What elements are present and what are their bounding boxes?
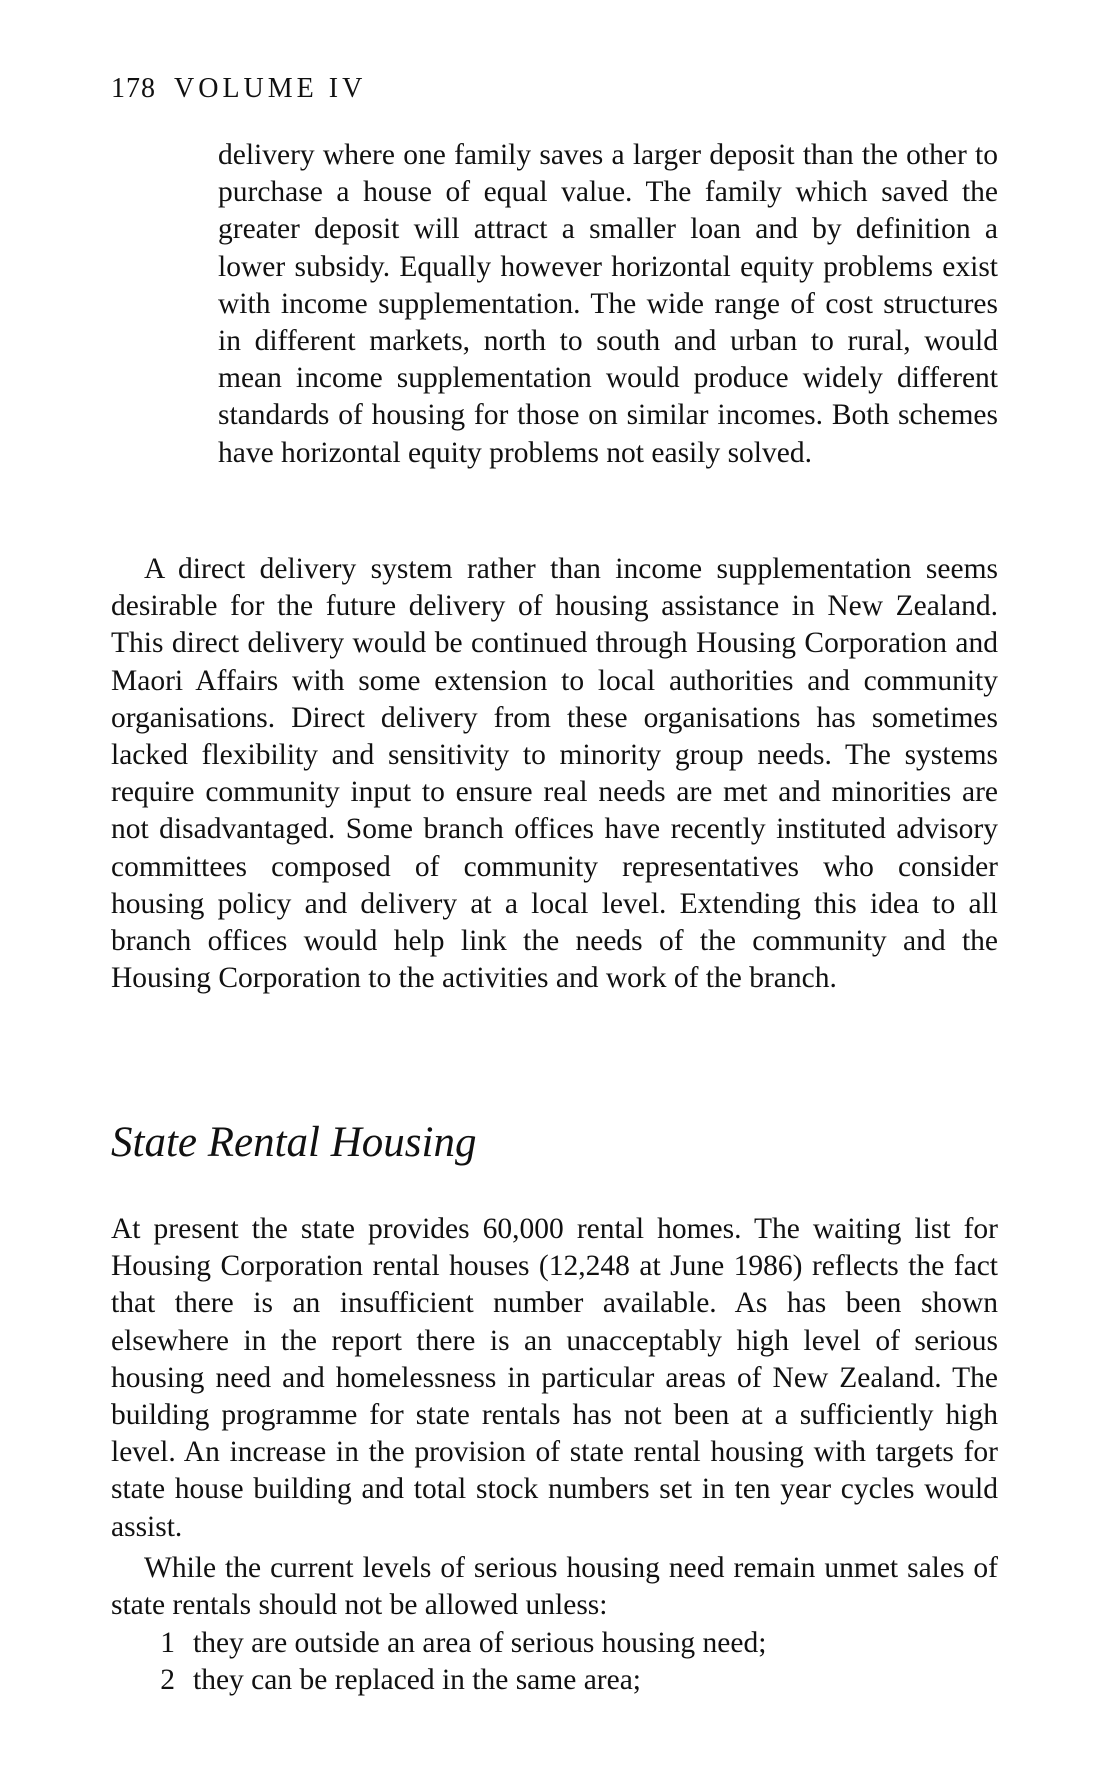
- sales-text: While the current levels of serious housing need remain unmet sales of state rentals should not be allowed unless:: [111, 1552, 998, 1622]
- list-item-text: they are outside an area of serious housing need;: [193, 1627, 767, 1659]
- volume-label: VOLUME IV: [174, 73, 367, 104]
- page-number: 178: [111, 73, 156, 104]
- running-head: [111, 72, 366, 106]
- list-item: [111, 1662, 998, 1699]
- indented-continued-paragraph: [218, 137, 998, 472]
- sales-paragraph: [111, 1550, 998, 1624]
- section-heading: State Rental Housing: [111, 1119, 477, 1166]
- list-item-number: 1: [160, 1627, 175, 1659]
- state-rental-paragraph: [111, 1211, 998, 1546]
- state-rental-text: At present the state provides 60,000 rental homes. The waiting list for Housing Corporation rental houses (12,248 at June 1986) reflects the fact that there is an insufficient number available. As has been shown elsewhere in the report there is an unacceptably high level of serious housing need and homelessness in particular areas of New Zealand. The building programme for state rentals has not been at a sufficiently high level. An increase in the provision of state rental housing with targets for state house building and total stock numbers set in ten year cycles would assist.: [111, 1213, 998, 1543]
- list-item-number: 2: [160, 1664, 175, 1697]
- conditions-list: [111, 1625, 998, 1699]
- list-item: [111, 1625, 998, 1662]
- list-item-text: they can be replaced in the same area;: [193, 1664, 641, 1697]
- direct-delivery-text: A direct delivery system rather than income supplementation seems desirable for the future delivery of housing assistance in New Zealand. This direct delivery would be continued through Housing Corporation and Maori Affairs with some extension to local authorities and community organisations. Direct delivery from these organisations has sometimes lacked flexibility and sensitivity to minority group needs. The systems require community input to ensure real needs are met and minorities are not disadvantaged. Some branch offices have recently instituted advisory committees composed of community representatives who consider housing policy and delivery at a local level. Extending this idea to all branch offices would help link the needs of the community and the Housing Corporation to the activities and work of the branch.: [111, 553, 998, 995]
- continued-paragraph-text: delivery where one family saves a larger deposit than the other to purchase a house of equal value. The family which saved the greater deposit will attract a smaller loan and by definition a lower subsidy. Equally however horizontal equity problems exist with income supplementation. The wide range of cost structures in different markets, north to south and urban to rural, would mean income supplementation would produce widely different standards of housing for those on similar incomes. Both schemes have horizontal equity problems not easily solved.: [218, 139, 998, 469]
- direct-delivery-paragraph: [111, 551, 998, 997]
